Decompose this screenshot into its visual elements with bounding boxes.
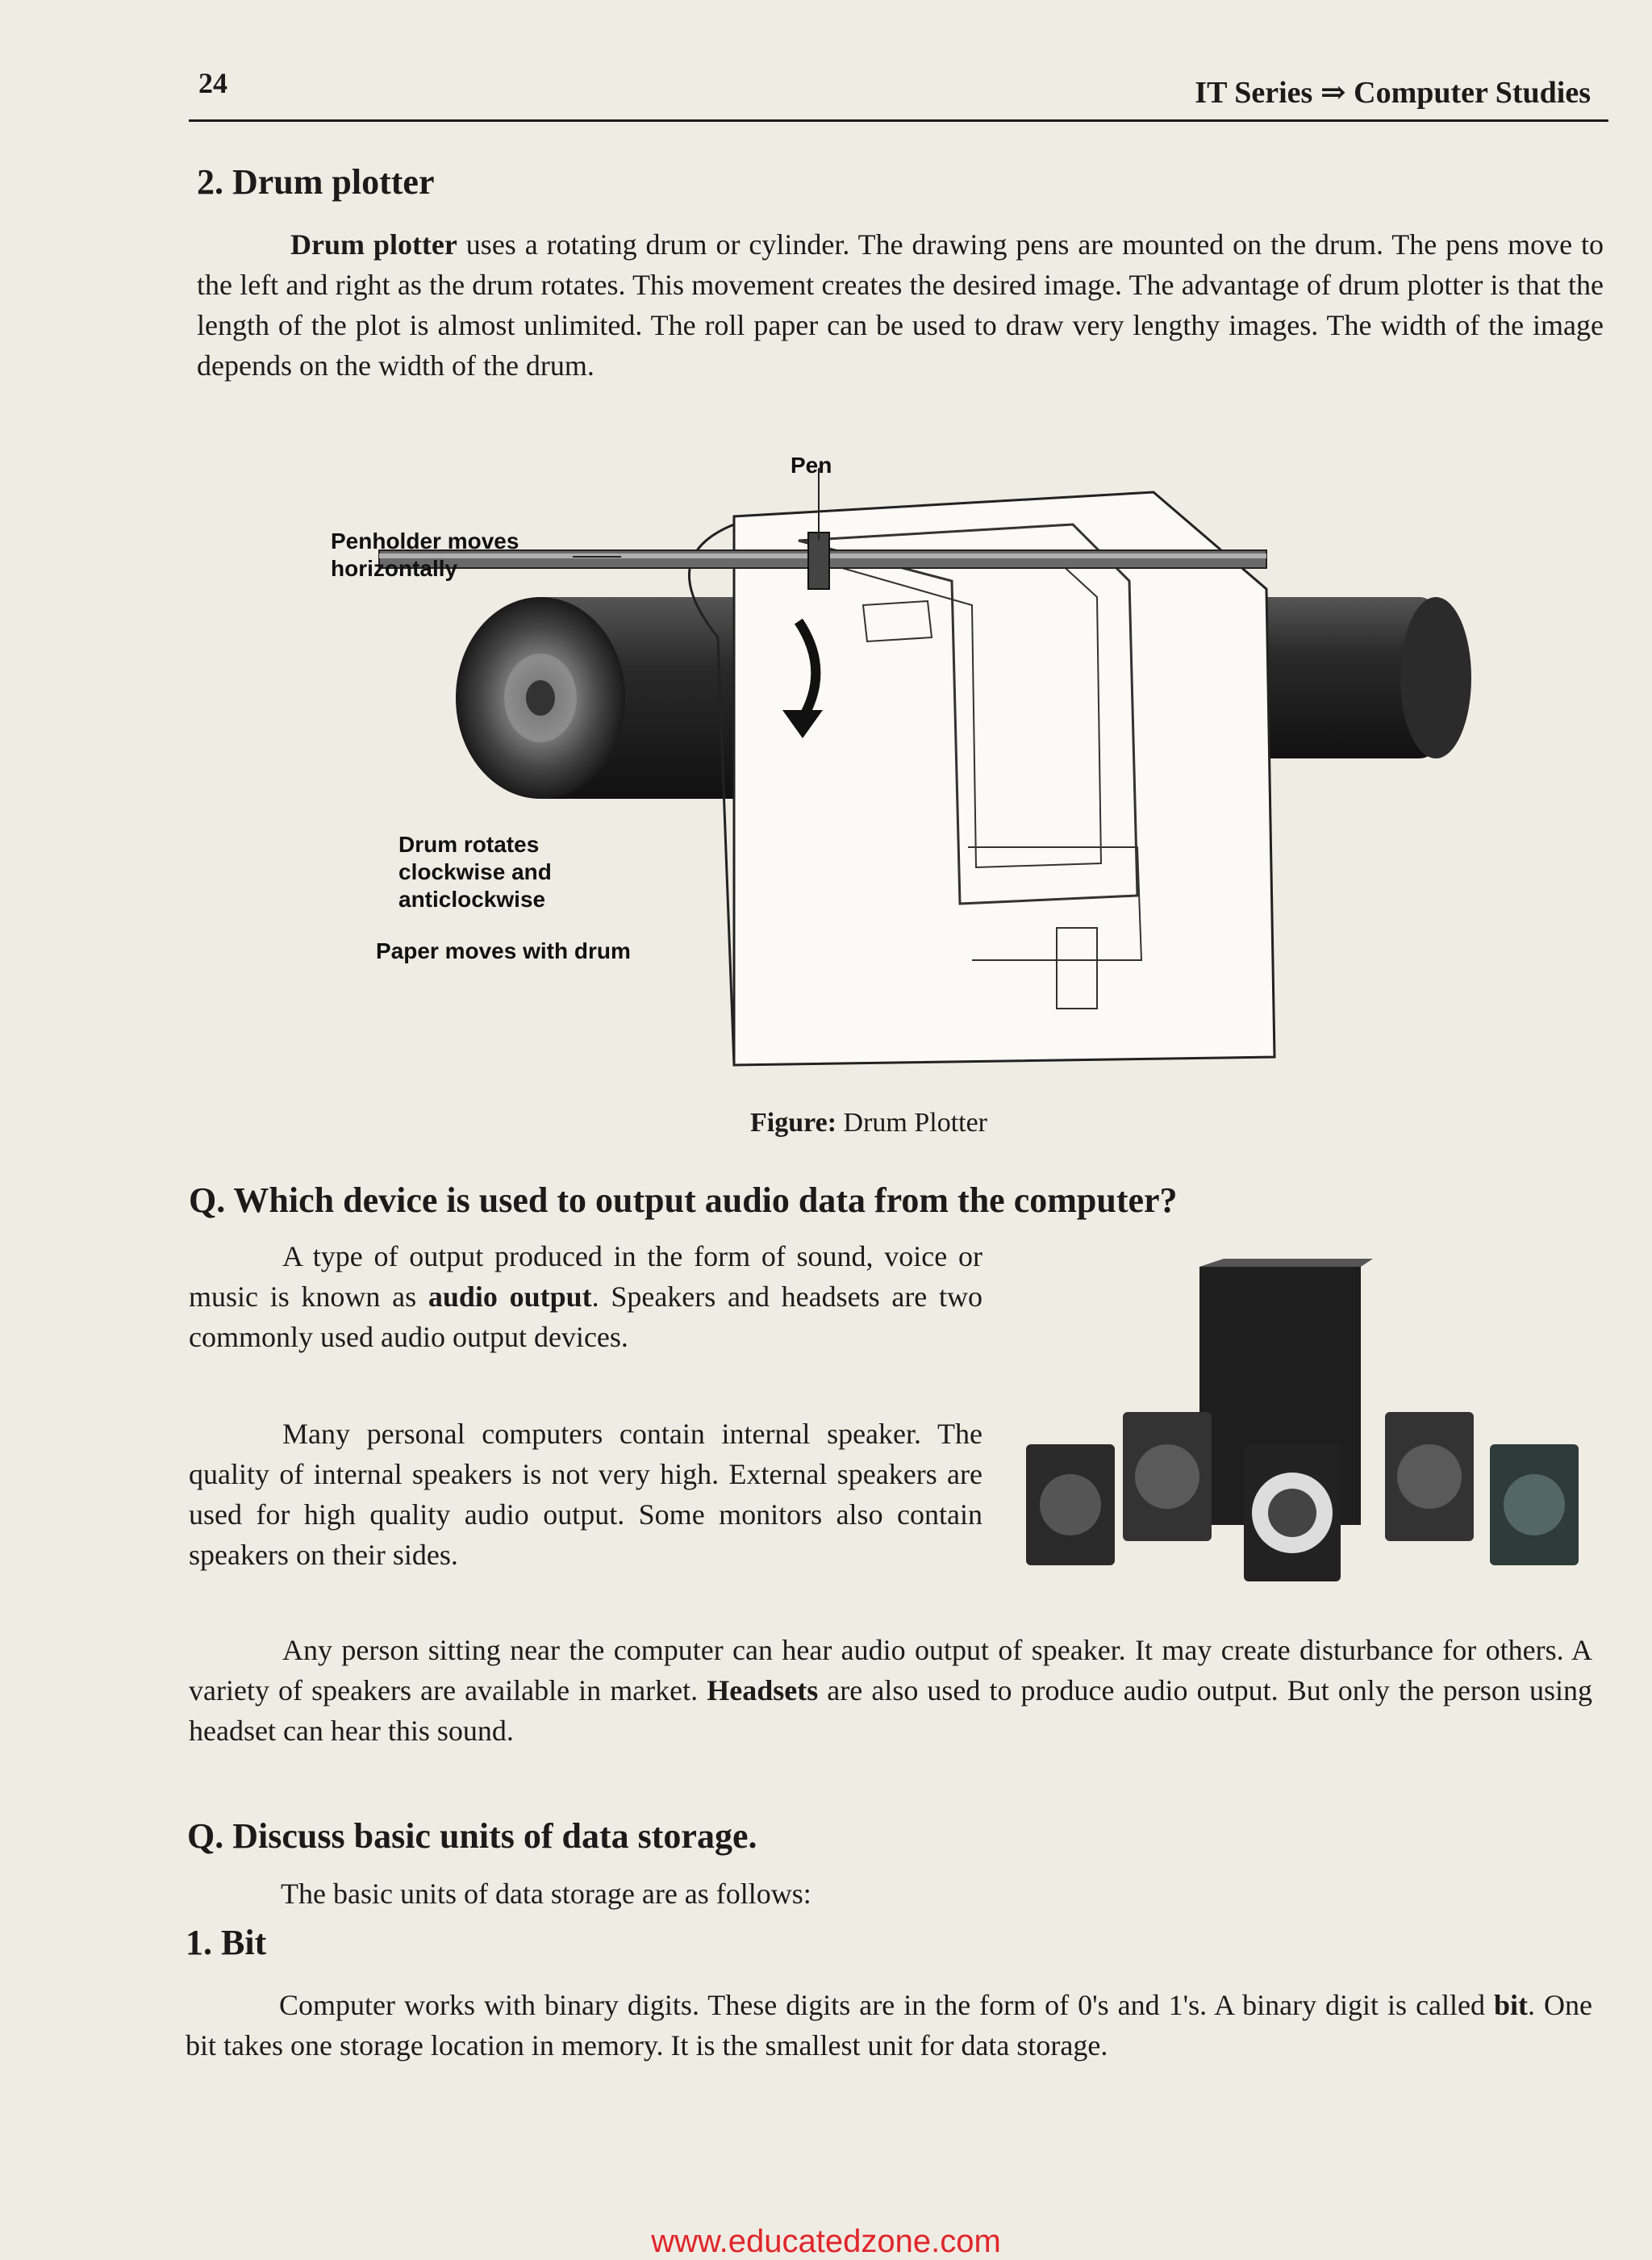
drum-plotter-heading: 2. Drum plotter xyxy=(197,162,435,202)
drum-plotter-term: Drum plotter xyxy=(290,228,457,261)
audio-p3-post: are also used to produce audio output. But only the person using headset can hear this sound. xyxy=(189,1674,1592,1747)
speakers-image xyxy=(1018,1259,1583,1598)
bit-term: bit xyxy=(1494,1989,1529,2021)
footer-url: www.educatedzone.com xyxy=(651,2224,1001,2259)
headsets-term: Headsets xyxy=(707,1674,819,1706)
audio-paragraph-1 xyxy=(189,1236,982,1357)
header-rule xyxy=(189,119,1608,122)
bit-heading: 1. Bit xyxy=(186,1923,267,1962)
label-drum-rotates: Drum rotates clockwise and anticlockwise xyxy=(398,832,552,912)
caption-text: Drum Plotter xyxy=(836,1108,987,1138)
audio-paragraph-3 xyxy=(189,1630,1592,1751)
series-subject: Computer Studies xyxy=(1345,76,1591,110)
arrow-icon: ⇒ xyxy=(1320,76,1346,110)
audio-p1-pre: A type of output produced in the form of sound, voice or music is known as xyxy=(189,1240,982,1313)
figure-caption xyxy=(750,1108,987,1138)
series-prefix: IT Series xyxy=(1195,76,1320,110)
label-pen: Pen xyxy=(791,453,832,478)
audio-question-heading: Q. Which device is used to output audio data from the computer? xyxy=(189,1180,1178,1220)
drum-plotter-figure xyxy=(202,444,1613,1089)
page-number: 24 xyxy=(198,67,227,99)
speakers-illustration xyxy=(1018,1259,1583,1598)
caption-label: Figure: xyxy=(750,1108,837,1138)
audio-p3-pre: Any person sitting near the computer can hear audio output of speaker. It may create disturbance for others. A variety of speakers are available in market. xyxy=(189,1634,1592,1706)
audio-paragraph-2: Many personal computers contain internal speaker. The quality of internal speakers is not very high. External speakers are used for high quality audio output. Some monitors also contain speakers on their sides. xyxy=(189,1418,982,1571)
storage-question-heading: Q. Discuss basic units of data storage. xyxy=(187,1816,757,1856)
storage-intro: The basic units of data storage are as follows: xyxy=(281,1878,811,1910)
bit-post: . One bit takes one storage location in memory. It is the smallest unit for data storage. xyxy=(186,1989,1592,2062)
series-title xyxy=(1195,73,1591,111)
bit-paragraph xyxy=(186,1985,1592,2066)
drum-plotter-body: uses a rotating drum or cylinder. The drawing pens are mounted on the drum. The pens move to the left and right as the drum rotates. This movement creates the desired image. The advantage of drum plotter is that the length of the plot is almost unlimited. The roll paper can be used to draw very lengthy images. The width of the image depends on the width of the drum. xyxy=(197,228,1604,382)
bit-pre: Computer works with binary digits. These digits are in the form of 0's and 1's. A binary digit is called xyxy=(279,1989,1494,2021)
audio-output-term: audio output xyxy=(428,1280,592,1313)
label-penholder: Penholder moves horizontally xyxy=(331,528,519,581)
drum-plotter-paragraph xyxy=(197,224,1604,386)
audio-p1-post: . Speakers and headsets are two commonly used audio output devices. xyxy=(189,1280,982,1353)
label-paper-moves: Paper moves with drum xyxy=(376,938,631,963)
